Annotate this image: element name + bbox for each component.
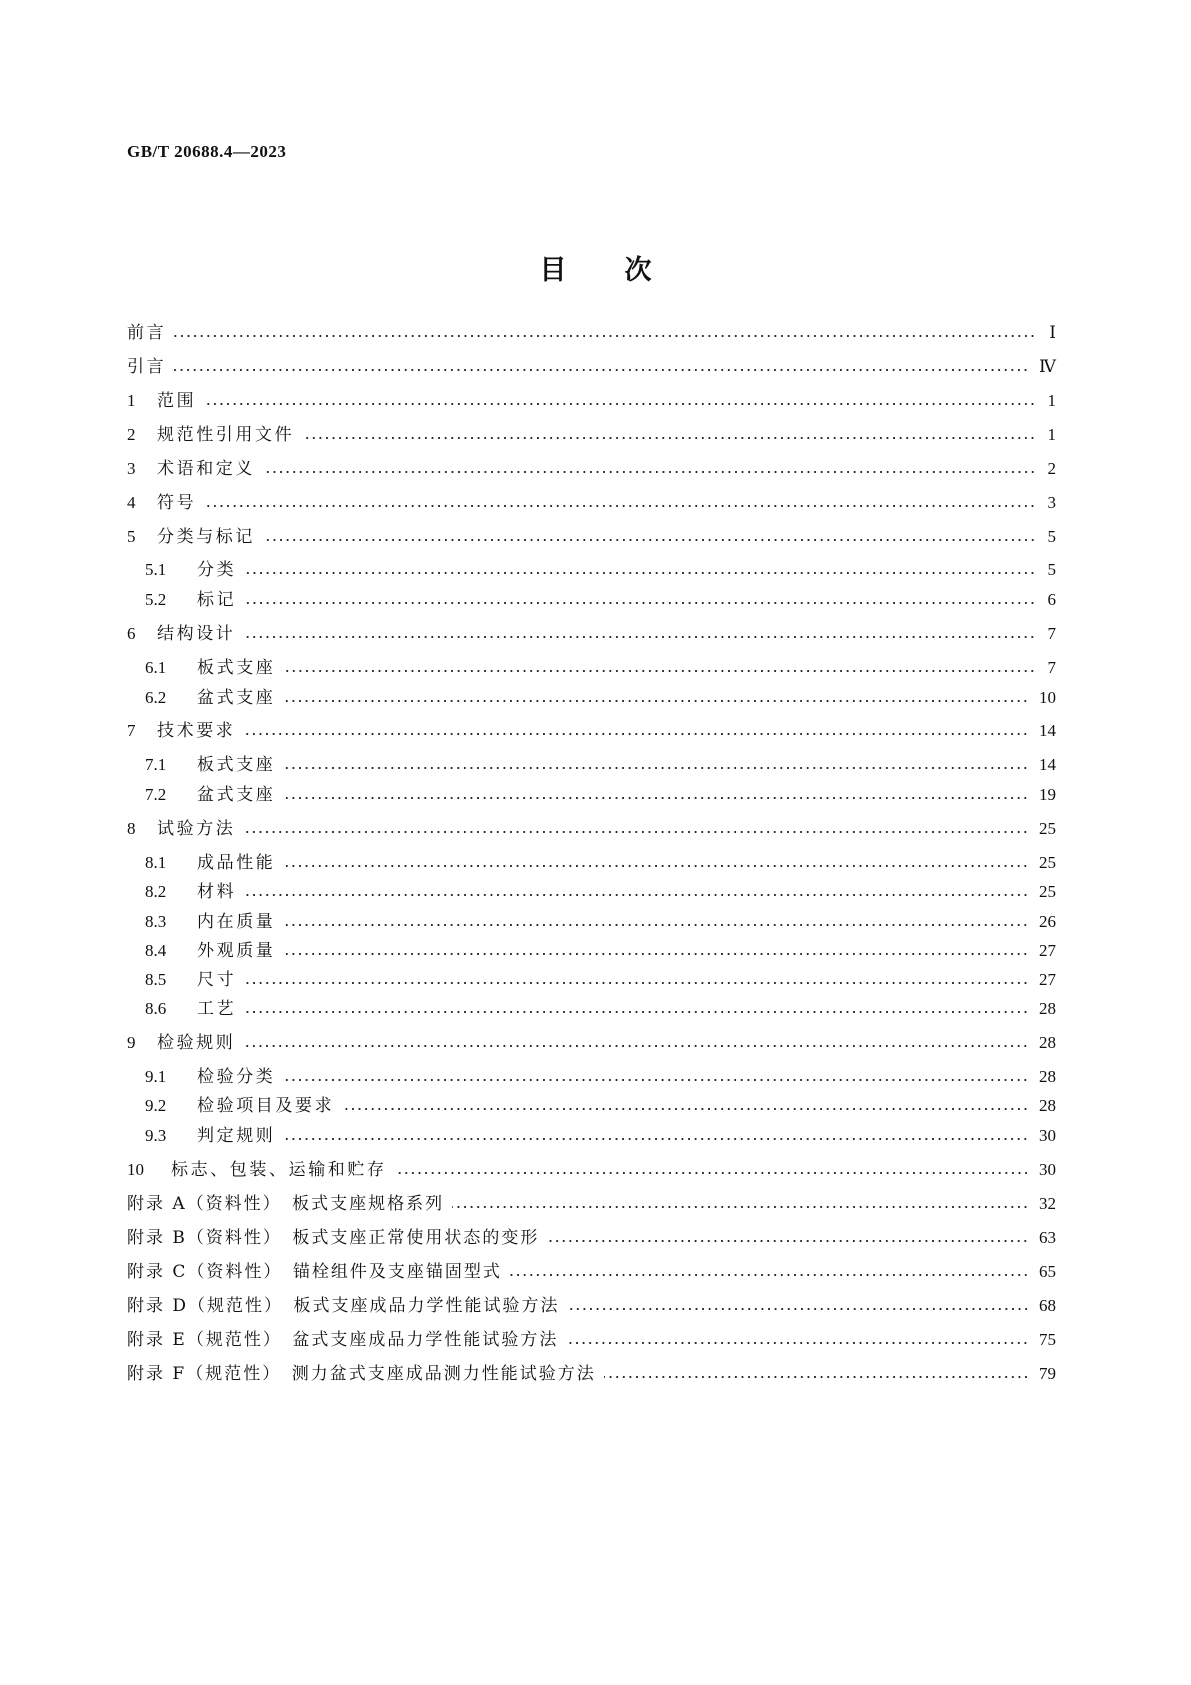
toc-entry-label: 外观质量 xyxy=(197,941,276,961)
toc-entry-label: 判定规则 xyxy=(197,1126,276,1146)
toc-entry-page: 6 xyxy=(1047,590,1056,609)
toc-entry-page: 14 xyxy=(1039,755,1056,774)
toc-entry-number: 8.4 xyxy=(145,941,167,960)
toc-entry-number: 9.3 xyxy=(145,1126,167,1145)
dot-leader xyxy=(174,334,1036,338)
dot-leader xyxy=(263,538,1036,542)
toc-entry-page: 5 xyxy=(1047,527,1056,546)
toc-entry-8-2[interactable] xyxy=(145,877,1056,907)
toc-entry-number: 4 xyxy=(127,493,136,512)
toc-entry-6[interactable] xyxy=(127,619,1056,649)
toc-entry-appendix-a[interactable] xyxy=(127,1189,1056,1219)
toc-entry-9-3[interactable] xyxy=(145,1121,1056,1151)
toc-entry-number: 8.3 xyxy=(145,912,167,931)
table-of-contents xyxy=(127,0,1056,1685)
toc-entry-page: 27 xyxy=(1039,970,1056,989)
toc-entry-page: 28 xyxy=(1039,1067,1056,1086)
toc-entry-number: 6.1 xyxy=(145,658,167,677)
toc-entry-page: 63 xyxy=(1039,1228,1056,1247)
toc-entry-8-6[interactable] xyxy=(145,994,1056,1024)
toc-entry-number: 5 xyxy=(127,527,136,546)
toc-entry-page: 1 xyxy=(1047,425,1056,444)
toc-entry-label: 分类 xyxy=(197,560,237,580)
toc-entry-page: 7 xyxy=(1047,624,1056,643)
toc-entry-label: 盆式支座 xyxy=(197,785,276,805)
toc-entry-page: 1 xyxy=(1047,391,1056,410)
toc-entry-number: 9 xyxy=(127,1033,136,1052)
toc-entry-page: 26 xyxy=(1039,912,1056,931)
toc-entry-7-2[interactable] xyxy=(145,780,1056,810)
toc-entry-label: 技术要求 xyxy=(157,721,236,741)
toc-entry-8-4[interactable] xyxy=(145,936,1056,966)
toc-entry-label: 分类与标记 xyxy=(157,527,255,547)
toc-entry-8-1[interactable] xyxy=(145,848,1056,878)
dot-leader xyxy=(452,1205,1029,1209)
toc-entry-page: 28 xyxy=(1039,1033,1056,1052)
toc-entry-8[interactable] xyxy=(127,814,1056,844)
toc-entry-label: 范围 xyxy=(157,391,197,411)
toc-entry-number: 6.2 xyxy=(145,688,167,707)
toc-entry-label: 符号 xyxy=(157,493,197,513)
toc-entry-number: 6 xyxy=(127,624,136,643)
toc-entry-6-1[interactable] xyxy=(145,653,1056,683)
toc-entry-label: 检验分类 xyxy=(197,1067,276,1087)
toc-entry-label: 引言 xyxy=(127,357,167,377)
toc-entry-page: Ⅰ xyxy=(1049,323,1056,342)
dot-leader xyxy=(244,893,1029,897)
dot-leader xyxy=(566,1341,1029,1345)
dot-leader xyxy=(510,1273,1029,1277)
toc-entry-page: 68 xyxy=(1039,1296,1056,1315)
toc-entry-label: 附录 B（资料性） 板式支座正常使用状态的变形 xyxy=(127,1228,540,1248)
dot-leader xyxy=(244,981,1029,985)
toc-entry-number: 3 xyxy=(127,459,136,478)
toc-entry-label: 附录 A（资料性） 板式支座规格系列 xyxy=(127,1194,445,1214)
toc-entry-number: 8.6 xyxy=(145,999,167,1018)
toc-entry-label: 附录 E（规范性） 盆式支座成品力学性能试验方法 xyxy=(127,1330,559,1350)
toc-entry-7-1[interactable] xyxy=(145,750,1056,780)
toc-entry-label: 工艺 xyxy=(197,999,237,1019)
standard-code: GB/T 20688.4—2023 xyxy=(127,142,287,161)
toc-entry-label: 检验规则 xyxy=(157,1033,236,1053)
dot-leader xyxy=(243,635,1036,639)
toc-entry-label: 检验项目及要求 xyxy=(197,1096,335,1116)
toc-entry-label: 标记 xyxy=(197,590,237,610)
dot-leader xyxy=(283,796,1029,800)
dot-leader xyxy=(244,1010,1029,1014)
toc-entry-page: 79 xyxy=(1039,1364,1056,1383)
toc-entry-label: 材料 xyxy=(197,882,237,902)
dot-leader xyxy=(204,402,1036,406)
toc-entry-number: 8.1 xyxy=(145,853,167,872)
toc-entry-appendix-f[interactable] xyxy=(127,1359,1056,1389)
toc-entry-label: 前言 xyxy=(127,323,167,343)
dot-leader xyxy=(174,368,1029,372)
dot-leader xyxy=(244,601,1036,605)
toc-entry-label: 规范性引用文件 xyxy=(157,425,295,445)
dot-leader xyxy=(283,699,1029,703)
toc-entry-label: 板式支座 xyxy=(197,755,276,775)
toc-entry-label: 标志、包装、运输和贮存 xyxy=(171,1160,387,1180)
toc-entry-appendix-b[interactable] xyxy=(127,1223,1056,1253)
toc-entry-number: 5.1 xyxy=(145,560,167,579)
dot-leader xyxy=(568,1307,1029,1311)
toc-entry-5-1[interactable] xyxy=(145,555,1056,585)
toc-entry-number: 8.5 xyxy=(145,970,167,989)
toc-entry-number: 10 xyxy=(127,1160,144,1179)
toc-entry-page: 27 xyxy=(1039,941,1056,960)
dot-leader xyxy=(283,864,1029,868)
toc-entry-page: 7 xyxy=(1047,658,1056,677)
toc-entry-1[interactable] xyxy=(127,386,1056,416)
dot-leader xyxy=(243,1044,1029,1048)
dot-leader xyxy=(547,1239,1029,1243)
toc-entry-9[interactable] xyxy=(127,1028,1056,1058)
toc-entry-page: 30 xyxy=(1039,1126,1056,1145)
toc-entry-page: 32 xyxy=(1039,1194,1056,1213)
dot-leader xyxy=(283,669,1036,673)
toc-entry-10[interactable] xyxy=(127,1155,1056,1185)
toc-entry-number: 9.2 xyxy=(145,1096,167,1115)
toc-entry-page: 65 xyxy=(1039,1262,1056,1281)
toc-entry-number: 7 xyxy=(127,721,136,740)
dot-leader xyxy=(342,1107,1029,1111)
dot-leader xyxy=(204,504,1036,508)
toc-entry-foreword[interactable] xyxy=(127,318,1056,348)
toc-entry-label: 成品性能 xyxy=(197,853,276,873)
toc-entry-label: 附录 D（规范性） 板式支座成品力学性能试验方法 xyxy=(127,1296,560,1316)
toc-entry-6-2[interactable] xyxy=(145,683,1056,713)
page-title: 目次 xyxy=(539,255,710,286)
dot-leader xyxy=(395,1171,1029,1175)
toc-entry-4[interactable] xyxy=(127,488,1056,518)
toc-entry-label: 附录 F（规范性） 测力盆式支座成品测力性能试验方法 xyxy=(127,1364,596,1384)
dot-leader xyxy=(283,952,1029,956)
toc-entry-page: 30 xyxy=(1039,1160,1056,1179)
toc-entry-label: 结构设计 xyxy=(157,624,236,644)
toc-entry-page: 10 xyxy=(1039,688,1056,707)
toc-entry-page: 5 xyxy=(1047,560,1056,579)
toc-entry-page: 19 xyxy=(1039,785,1056,804)
toc-entry-label: 盆式支座 xyxy=(197,688,276,708)
toc-entry-9-2[interactable] xyxy=(145,1091,1056,1121)
toc-entry-page: 75 xyxy=(1039,1330,1056,1349)
toc-entry-3[interactable] xyxy=(127,454,1056,484)
toc-entry-number: 7.1 xyxy=(145,755,167,774)
toc-entry-page: 25 xyxy=(1039,853,1056,872)
toc-entry-page: 25 xyxy=(1039,819,1056,838)
toc-entry-number: 7.2 xyxy=(145,785,167,804)
dot-leader xyxy=(244,571,1036,575)
toc-entry-8-5[interactable] xyxy=(145,965,1056,995)
toc-entry-label: 附录 C（资料性） 锚栓组件及支座锚固型式 xyxy=(127,1262,502,1282)
toc-entry-page: 3 xyxy=(1047,493,1056,512)
dot-leader xyxy=(604,1375,1029,1379)
toc-entry-appendix-e[interactable] xyxy=(127,1325,1056,1355)
dot-leader xyxy=(283,766,1029,770)
toc-entry-number: 1 xyxy=(127,391,136,410)
toc-entry-number: 8.2 xyxy=(145,882,167,901)
toc-entry-label: 试验方法 xyxy=(157,819,236,839)
dot-leader xyxy=(283,1137,1029,1141)
toc-entry-page: Ⅳ xyxy=(1039,357,1056,376)
dot-leader xyxy=(263,470,1036,474)
toc-entry-label: 尺寸 xyxy=(197,970,237,990)
toc-entry-introduction[interactable] xyxy=(127,352,1056,382)
toc-entry-page: 2 xyxy=(1047,459,1056,478)
dot-leader xyxy=(243,732,1029,736)
toc-entry-2[interactable] xyxy=(127,420,1056,450)
toc-entry-label: 板式支座 xyxy=(197,658,276,678)
toc-entry-number: 5.2 xyxy=(145,590,167,609)
toc-entry-label: 内在质量 xyxy=(197,912,276,932)
toc-entry-7[interactable] xyxy=(127,716,1056,746)
toc-entry-number: 9.1 xyxy=(145,1067,167,1086)
toc-entry-appendix-c[interactable] xyxy=(127,1257,1056,1287)
toc-entry-number: 8 xyxy=(127,819,136,838)
toc-entry-page: 28 xyxy=(1039,999,1056,1018)
toc-entry-label: 术语和定义 xyxy=(157,459,255,479)
dot-leader xyxy=(283,923,1029,927)
toc-entry-page: 28 xyxy=(1039,1096,1056,1115)
dot-leader xyxy=(283,1078,1029,1082)
dot-leader xyxy=(243,830,1029,834)
toc-entry-page: 25 xyxy=(1039,882,1056,901)
dot-leader xyxy=(302,436,1036,440)
toc-entry-5-2[interactable] xyxy=(145,585,1056,615)
toc-entry-9-1[interactable] xyxy=(145,1062,1056,1092)
toc-entry-appendix-d[interactable] xyxy=(127,1291,1056,1321)
toc-entry-number: 2 xyxy=(127,425,136,444)
toc-entry-page: 14 xyxy=(1039,721,1056,740)
toc-entry-8-3[interactable] xyxy=(145,907,1056,937)
toc-entry-5[interactable] xyxy=(127,522,1056,552)
